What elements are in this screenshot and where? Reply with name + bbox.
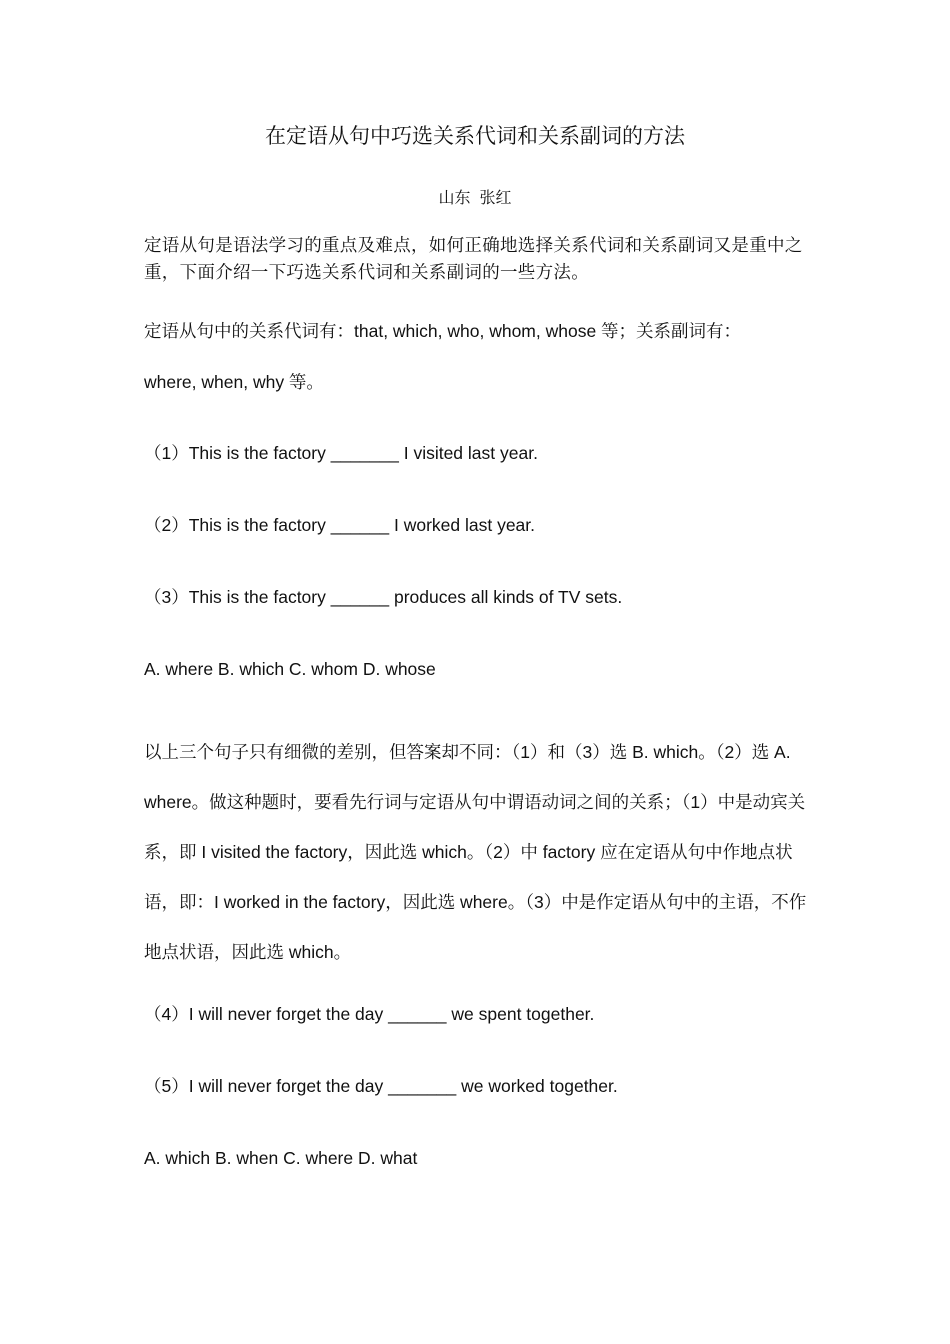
document-author: 山东 张红 <box>438 188 512 207</box>
answer-options-2: A. which B. when C. where D. what <box>144 1148 418 1168</box>
question-2: （2）This is the factory ______ I worked last year. <box>144 515 536 535</box>
question-3: （3）This is the factory ______ produces all kinds of TV sets. <box>144 587 623 607</box>
document-title: 在定语从句中巧选关系代词和关系副词的方法 <box>265 124 685 148</box>
explanation-paragraph: 以上三个句子只有细微的差别，但答案却不同：（1）和（3）选 B. which。（2）选 A. where。做这种题时，要看先行词与定语从句中谓语动词之间的关系；（1）中是动宾关系，即 I visited the factory，因此选 which。（2）中 factory 应在定语从句中作地点状语，即：I worked in the factory，因此选 where。（3）中是作定语从句中的主语，不作地点状语，因此选 which。 <box>144 742 807 962</box>
relative-words-line-2: where, when, why 等。 <box>144 372 324 392</box>
question-4: （4）I will never forget the day ______ we spent together. <box>144 1004 595 1024</box>
question-5: （5）I will never forget the day _______ we worked together. <box>144 1076 618 1096</box>
answer-options-1: A. where B. which C. whom D. whose <box>144 659 436 679</box>
relative-words-line-1: 定语从句中的关系代词有：that, which, who, whom, whose 等；关系副词有： <box>144 321 742 341</box>
question-1: （1）This is the factory _______ I visited last year. <box>144 443 538 463</box>
intro-paragraph: 定语从句是语法学习的重点及难点，如何正确地选择关系代词和关系副词又是重中之重，下面介绍一下巧选关系代词和关系副词的一些方法。 <box>144 235 803 282</box>
